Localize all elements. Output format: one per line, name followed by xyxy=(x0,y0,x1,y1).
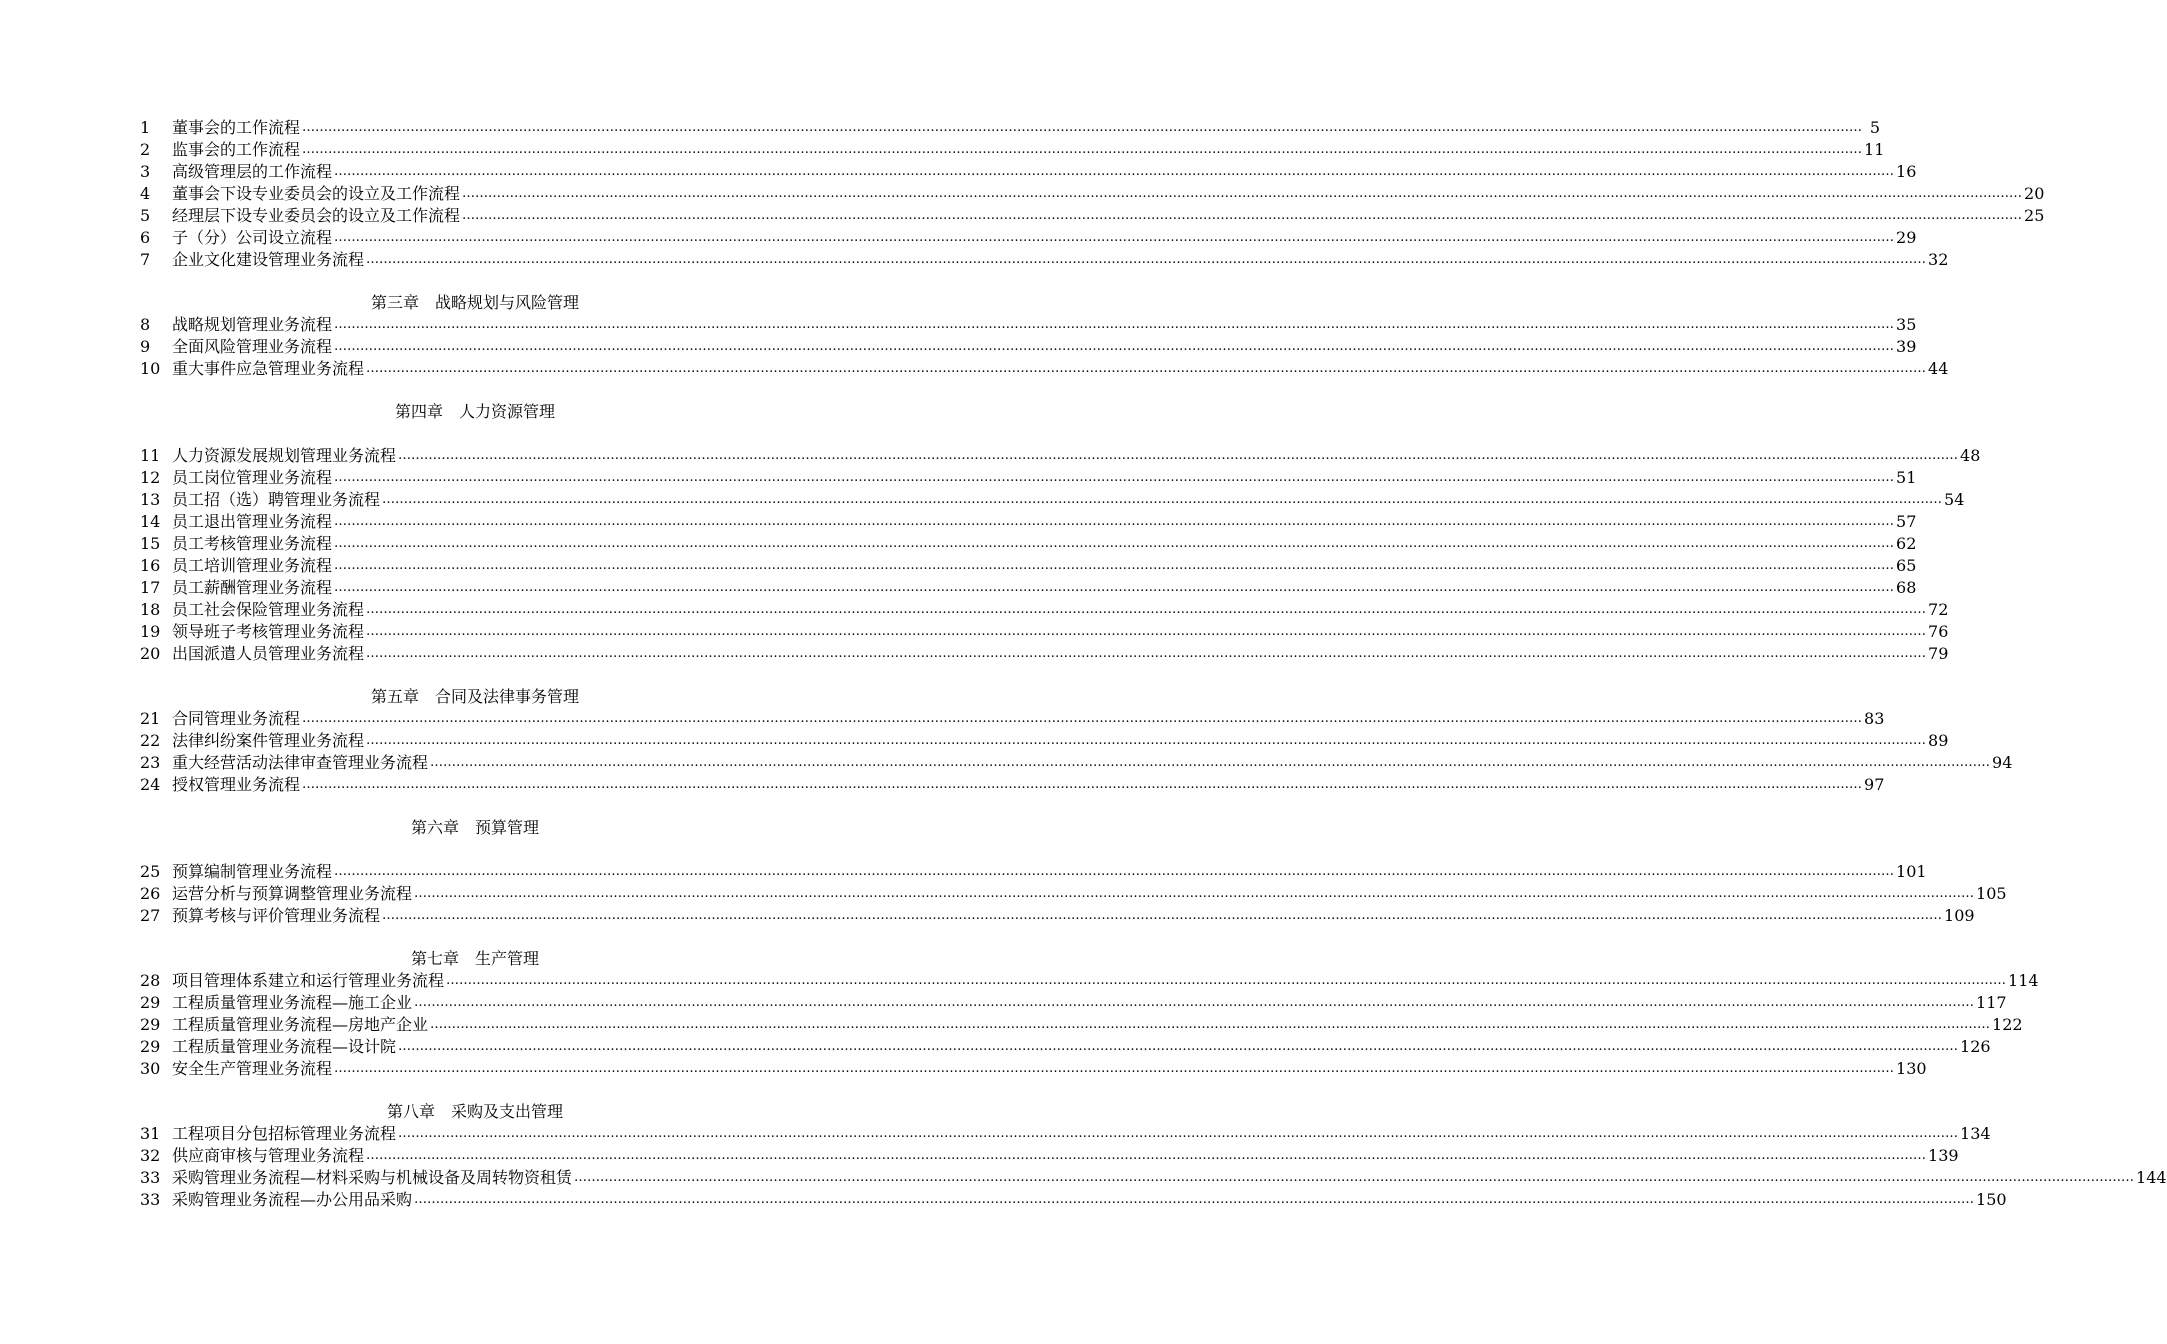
dot-leader: ……………………………………………………………………………………………………………………………………………………………………………………………………………………………………………………………………………………………………………………………… xyxy=(366,1148,1927,1163)
entry-page-number: 16 xyxy=(1896,162,1917,181)
entry-number: 23 xyxy=(140,753,161,772)
entry-page-number: 25 xyxy=(2024,206,2045,225)
toc-entry[interactable] xyxy=(140,970,2039,992)
dot-leader: ……………………………………………………………………………………………………………………………………………………………………………………………………………………………………………………………………………………………………………………………… xyxy=(574,1170,2135,1185)
toc-entry[interactable] xyxy=(140,117,1881,139)
toc-entry[interactable] xyxy=(140,730,1949,752)
entry-page-number: 134 xyxy=(1960,1124,1991,1143)
chapter-heading: 第七章 生产管理 xyxy=(410,949,539,968)
entry-title: 工程质量管理业务流程—房地产企业 xyxy=(172,1015,429,1034)
entry-number: 18 xyxy=(140,600,161,619)
dot-leader: ……………………………………………………………………………………………………………………………………………………………………………………………………………………………………………………………………………………………………………………………… xyxy=(414,1192,1975,1207)
toc-entry[interactable] xyxy=(140,161,1917,183)
entry-number: 6 xyxy=(140,228,151,247)
entry-page-number: 72 xyxy=(1928,600,1949,619)
entry-page-number: 94 xyxy=(1992,753,2013,772)
entry-title: 采购管理业务流程—办公用品采购 xyxy=(172,1190,413,1209)
dot-leader: ……………………………………………………………………………………………………………………………………………………………………………………………………………………………………………………………………………………………………………………………… xyxy=(334,864,1895,879)
entry-title: 监事会的工作流程 xyxy=(172,140,301,159)
entry-number: 3 xyxy=(140,162,151,181)
dot-leader: ……………………………………………………………………………………………………………………………………………………………………………………………………………………………………………………………………………………………………………………………… xyxy=(398,1039,1959,1054)
entry-title: 人力资源发展规划管理业务流程 xyxy=(172,446,397,465)
toc-entry[interactable] xyxy=(140,183,2045,205)
entry-title: 重大事件应急管理业务流程 xyxy=(172,359,365,378)
dot-leader: ……………………………………………………………………………………………………………………………………………………………………………………………………………………………………………………………………………………………………………………………… xyxy=(302,120,1863,135)
dot-leader: ……………………………………………………………………………………………………………………………………………………………………………………………………………………………………………………………………………………………………………………………… xyxy=(382,492,1943,507)
entry-page-number: 11 xyxy=(1864,140,1885,159)
entry-title: 员工社会保险管理业务流程 xyxy=(172,600,365,619)
dot-leader: ……………………………………………………………………………………………………………………………………………………………………………………………………………………………………………………………………………………………………………………………… xyxy=(366,602,1927,617)
dot-leader: ……………………………………………………………………………………………………………………………………………………………………………………………………………………………………………………………………………………………………………………………… xyxy=(334,164,1895,179)
dot-leader: ……………………………………………………………………………………………………………………………………………………………………………………………………………………………………………………………………………………………………………………………… xyxy=(398,448,1959,463)
entry-title: 全面风险管理业务流程 xyxy=(172,337,333,356)
entry-title: 董事会下设专业委员会的设立及工作流程 xyxy=(172,184,461,203)
toc-entry[interactable] xyxy=(140,883,2007,905)
entry-number: 29 xyxy=(140,1037,161,1056)
entry-page-number: 68 xyxy=(1896,578,1917,597)
entry-page-number: 122 xyxy=(1992,1015,2023,1034)
dot-leader: ……………………………………………………………………………………………………………………………………………………………………………………………………………………………………………………………………………………………………………………………… xyxy=(302,142,1863,157)
entry-page-number: 39 xyxy=(1896,337,1917,356)
toc-entry[interactable] xyxy=(140,577,1917,599)
entry-title: 预算编制管理业务流程 xyxy=(172,862,333,881)
dot-leader: ……………………………………………………………………………………………………………………………………………………………………………………………………………………………………………………………………………………………………………………………… xyxy=(334,339,1895,354)
entry-title: 董事会的工作流程 xyxy=(172,118,301,137)
dot-leader: ……………………………………………………………………………………………………………………………………………………………………………………………………………………………………………………………………………………………………………………………… xyxy=(382,908,1943,923)
toc-entry[interactable] xyxy=(140,358,1949,380)
entry-title: 员工岗位管理业务流程 xyxy=(172,468,333,487)
toc-entry[interactable] xyxy=(140,249,1949,271)
dot-leader: ……………………………………………………………………………………………………………………………………………………………………………………………………………………………………………………………………………………………………………………………… xyxy=(366,646,1927,661)
dot-leader: ……………………………………………………………………………………………………………………………………………………………………………………………………………………………………………………………………………………………………………………………… xyxy=(334,317,1895,332)
toc-entry[interactable] xyxy=(140,533,1917,555)
chapter-heading: 第三章 战略规划与风险管理 xyxy=(370,293,579,312)
toc-entry[interactable] xyxy=(140,555,1917,577)
entry-title: 工程质量管理业务流程—设计院 xyxy=(172,1037,397,1056)
dot-leader: ……………………………………………………………………………………………………………………………………………………………………………………………………………………………………………………………………………………………………………………………… xyxy=(398,1126,1959,1141)
entry-page-number: 51 xyxy=(1896,468,1917,487)
entry-page-number: 65 xyxy=(1896,556,1917,575)
toc-entry[interactable] xyxy=(140,227,1917,249)
entry-title: 经理层下设专业委员会的设立及工作流程 xyxy=(172,206,461,225)
entry-number: 4 xyxy=(140,184,151,203)
toc-entry[interactable] xyxy=(140,445,1981,467)
toc-entry[interactable] xyxy=(140,314,1917,336)
toc-entry[interactable] xyxy=(140,861,1927,883)
entry-title: 供应商审核与管理业务流程 xyxy=(172,1146,365,1165)
toc-entry[interactable] xyxy=(140,489,1965,511)
entry-page-number: 76 xyxy=(1928,622,1949,641)
entry-number: 1 xyxy=(140,118,151,137)
entry-number: 9 xyxy=(140,337,151,356)
chapter-heading: 第四章 人力资源管理 xyxy=(394,402,555,421)
dot-leader: ……………………………………………………………………………………………………………………………………………………………………………………………………………………………………………………………………………………………………………………………… xyxy=(334,558,1895,573)
chapter-heading: 第八章 采购及支出管理 xyxy=(386,1102,563,1121)
entry-title: 高级管理层的工作流程 xyxy=(172,162,333,181)
entry-page-number: 83 xyxy=(1864,709,1885,728)
toc-entry[interactable] xyxy=(140,599,1949,621)
entry-number: 32 xyxy=(140,1146,161,1165)
entry-number: 8 xyxy=(140,315,151,334)
toc-entry[interactable] xyxy=(140,752,2013,774)
dot-leader: ……………………………………………………………………………………………………………………………………………………………………………………………………………………………………………………………………………………………………………………………… xyxy=(430,1017,1991,1032)
entry-page-number: 105 xyxy=(1976,884,2007,903)
toc-entry[interactable] xyxy=(140,1167,2167,1189)
dot-leader: ……………………………………………………………………………………………………………………………………………………………………………………………………………………………………………………………………………………………………………………………… xyxy=(366,624,1927,639)
entry-title: 预算考核与评价管理业务流程 xyxy=(172,906,381,925)
entry-title: 员工退出管理业务流程 xyxy=(172,512,333,531)
entry-page-number: 150 xyxy=(1976,1190,2007,1209)
entry-number: 20 xyxy=(140,644,161,663)
entry-page-number: 79 xyxy=(1928,644,1949,663)
entry-page-number: 57 xyxy=(1896,512,1917,531)
entry-number: 16 xyxy=(140,556,161,575)
dot-leader: ……………………………………………………………………………………………………………………………………………………………………………………………………………………………………………………………………………………………………………………………… xyxy=(334,536,1895,551)
entry-page-number: 114 xyxy=(2008,971,2039,990)
entry-title: 重大经营活动法律审查管理业务流程 xyxy=(172,753,429,772)
entry-number: 19 xyxy=(140,622,161,641)
toc-entry[interactable] xyxy=(140,708,1885,730)
entry-page-number: 126 xyxy=(1960,1037,1991,1056)
dot-leader: ……………………………………………………………………………………………………………………………………………………………………………………………………………………………………………………………………………………………………………………………… xyxy=(366,252,1927,267)
entry-number: 13 xyxy=(140,490,161,509)
dot-leader: ……………………………………………………………………………………………………………………………………………………………………………………………………………………………………………………………………………………………………………………………… xyxy=(302,711,1863,726)
toc-entry[interactable] xyxy=(140,205,2045,227)
entry-number: 11 xyxy=(140,446,161,465)
entry-number: 26 xyxy=(140,884,161,903)
dot-leader: ……………………………………………………………………………………………………………………………………………………………………………………………………………………………………………………………………………………………………………………………… xyxy=(414,886,1975,901)
toc-entry[interactable] xyxy=(140,336,1917,358)
toc-entry[interactable] xyxy=(140,905,1975,927)
entry-title: 授权管理业务流程 xyxy=(172,775,301,794)
entry-title: 领导班子考核管理业务流程 xyxy=(172,622,365,641)
dot-leader: ……………………………………………………………………………………………………………………………………………………………………………………………………………………………………………………………………………………………………………………………… xyxy=(334,514,1895,529)
dot-leader: ……………………………………………………………………………………………………………………………………………………………………………………………………………………………………………………………………………………………………………………………… xyxy=(334,1061,1895,1076)
entry-page-number: 130 xyxy=(1896,1059,1927,1078)
toc-entry[interactable] xyxy=(140,1123,1991,1145)
entry-number: 5 xyxy=(140,206,151,225)
entry-title: 出国派遣人员管理业务流程 xyxy=(172,644,365,663)
entry-page-number: 32 xyxy=(1928,250,1949,269)
dot-leader: ……………………………………………………………………………………………………………………………………………………………………………………………………………………………………………………………………………………………………………………………… xyxy=(414,995,1975,1010)
entry-number: 17 xyxy=(140,578,161,597)
entry-title: 子（分）公司设立流程 xyxy=(172,228,333,247)
entry-title: 合同管理业务流程 xyxy=(172,709,301,728)
entry-page-number: 144 xyxy=(2136,1168,2167,1187)
dot-leader: ……………………………………………………………………………………………………………………………………………………………………………………………………………………………………………………………………………………………………………………………… xyxy=(446,973,2007,988)
entry-page-number: 54 xyxy=(1944,490,1965,509)
dot-leader: ……………………………………………………………………………………………………………………………………………………………………………………………………………………………………………………………………………………………………………………………… xyxy=(334,470,1895,485)
entry-title: 企业文化建设管理业务流程 xyxy=(172,250,365,269)
dot-leader: ……………………………………………………………………………………………………………………………………………………………………………………………………………………………………………………………………………………………………………………………… xyxy=(430,755,1991,770)
dot-leader: ……………………………………………………………………………………………………………………………………………………………………………………………………………………………………………………………………………………………………………………………… xyxy=(334,230,1895,245)
dot-leader: ……………………………………………………………………………………………………………………………………………………………………………………………………………………………………………………………………………………………………………………………… xyxy=(302,777,1863,792)
entry-title: 员工薪酬管理业务流程 xyxy=(172,578,333,597)
entry-page-number: 48 xyxy=(1960,446,1981,465)
toc-entry[interactable] xyxy=(140,1189,2007,1211)
entry-title: 工程项目分包招标管理业务流程 xyxy=(172,1124,397,1143)
entry-page-number: 97 xyxy=(1864,775,1885,794)
entry-number: 10 xyxy=(140,359,161,378)
entry-title: 员工招（选）聘管理业务流程 xyxy=(172,490,381,509)
entry-number: 24 xyxy=(140,775,161,794)
entry-number: 2 xyxy=(140,140,151,159)
entry-number: 28 xyxy=(140,971,161,990)
dot-leader: ……………………………………………………………………………………………………………………………………………………………………………………………………………………………………………………………………………………………………………………………… xyxy=(366,361,1927,376)
entry-page-number: 44 xyxy=(1928,359,1949,378)
toc-entry[interactable] xyxy=(140,139,1885,161)
entry-title: 运营分析与预算调整管理业务流程 xyxy=(172,884,413,903)
toc-entry[interactable] xyxy=(140,467,1917,489)
entry-number: 22 xyxy=(140,731,161,750)
entry-number: 33 xyxy=(140,1190,161,1209)
entry-page-number: 35 xyxy=(1896,315,1917,334)
dot-leader: ……………………………………………………………………………………………………………………………………………………………………………………………………………………………………………………………………………………………………………………………… xyxy=(462,208,2023,223)
entry-title: 员工考核管理业务流程 xyxy=(172,534,333,553)
chapter-heading: 第五章 合同及法律事务管理 xyxy=(370,687,579,706)
entry-page-number: 101 xyxy=(1896,862,1927,881)
entry-number: 29 xyxy=(140,993,161,1012)
entry-page-number: 139 xyxy=(1928,1146,1959,1165)
entry-title: 安全生产管理业务流程 xyxy=(172,1059,333,1078)
entry-number: 15 xyxy=(140,534,161,553)
entry-number: 25 xyxy=(140,862,161,881)
entry-number: 7 xyxy=(140,250,151,269)
toc-entry[interactable] xyxy=(140,1014,2023,1036)
entry-number: 27 xyxy=(140,906,161,925)
entry-number: 12 xyxy=(140,468,161,487)
dot-leader: ……………………………………………………………………………………………………………………………………………………………………………………………………………………………………………………………………………………………………………………………… xyxy=(462,186,2023,201)
entry-page-number: 62 xyxy=(1896,534,1917,553)
entry-title: 员工培训管理业务流程 xyxy=(172,556,333,575)
toc-entry[interactable] xyxy=(140,1058,1927,1080)
dot-leader: ……………………………………………………………………………………………………………………………………………………………………………………………………………………………………………………………………………………………………………………………… xyxy=(334,580,1895,595)
entry-number: 29 xyxy=(140,1015,161,1034)
dot-leader: ……………………………………………………………………………………………………………………………………………………………………………………………………………………………………………………………………………………………………………………………… xyxy=(366,733,1927,748)
entry-page-number: 5 xyxy=(1869,118,1881,137)
entry-page-number: 117 xyxy=(1976,993,2007,1012)
entry-title: 采购管理业务流程—材料采购与机械设备及周转物资租赁 xyxy=(172,1168,573,1187)
entry-number: 21 xyxy=(140,709,161,728)
entry-page-number: 89 xyxy=(1928,731,1949,750)
entry-title: 工程质量管理业务流程—施工企业 xyxy=(172,993,413,1012)
entry-number: 33 xyxy=(140,1168,161,1187)
entry-page-number: 20 xyxy=(2024,184,2045,203)
entry-title: 战略规划管理业务流程 xyxy=(172,315,333,334)
entry-page-number: 29 xyxy=(1896,228,1917,247)
chapter-heading: 第六章 预算管理 xyxy=(410,818,539,837)
entry-page-number: 109 xyxy=(1944,906,1975,925)
toc-entry[interactable] xyxy=(140,992,2007,1014)
entry-title: 法律纠纷案件管理业务流程 xyxy=(172,731,365,750)
toc-entry[interactable] xyxy=(140,643,1949,665)
entry-number: 14 xyxy=(140,512,161,531)
toc-entry[interactable] xyxy=(140,1145,1959,1167)
toc-entry[interactable] xyxy=(140,621,1949,643)
toc-entry[interactable] xyxy=(140,511,1917,533)
toc-entry[interactable] xyxy=(140,774,1885,796)
entry-number: 31 xyxy=(140,1124,161,1143)
toc-entry[interactable] xyxy=(140,1036,1991,1058)
entry-title: 项目管理体系建立和运行管理业务流程 xyxy=(172,971,445,990)
entry-number: 30 xyxy=(140,1059,161,1078)
